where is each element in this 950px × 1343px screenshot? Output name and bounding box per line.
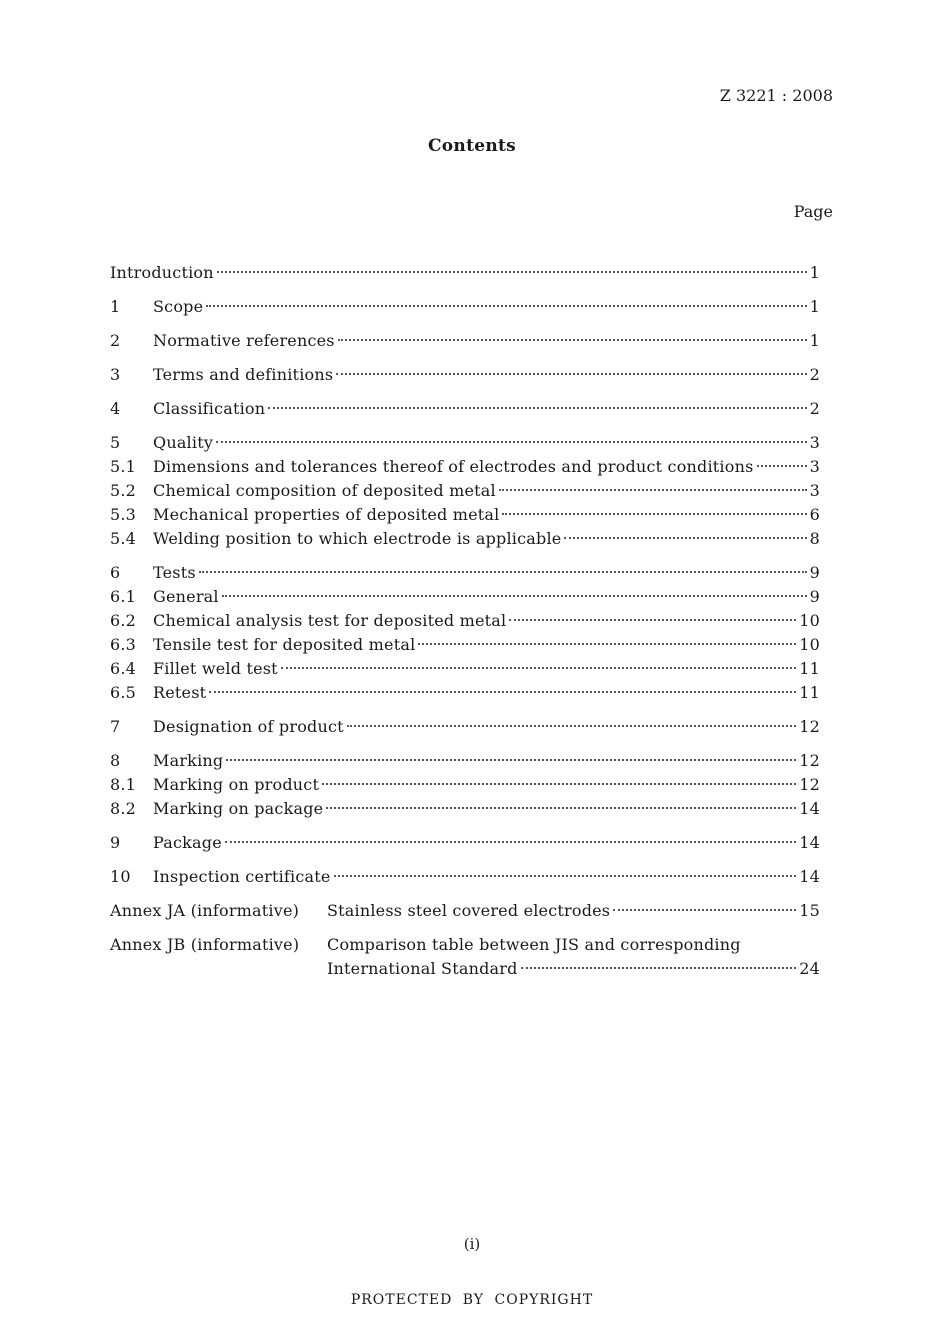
leader-dots [206, 305, 806, 307]
toc-entry-9[interactable] [110, 833, 820, 855]
toc-entry-page: 11 [799, 659, 820, 678]
toc-entry-number: 7 [110, 717, 121, 736]
toc-entry-page: 3 [809, 433, 820, 452]
toc-entry-5-3[interactable] [110, 505, 820, 527]
copyright-notice: PROTECTED BY COPYRIGHT [350, 1292, 594, 1308]
page-title: Contents [427, 136, 517, 156]
toc-entry-page: 14 [799, 799, 820, 818]
toc-entry-page: 12 [799, 751, 820, 770]
toc-entry-page: 1 [809, 331, 820, 350]
annex-label: Annex JB (informative) [110, 935, 300, 954]
toc-entry-page: 14 [799, 867, 820, 886]
toc-entry-title: Scope [153, 297, 204, 316]
toc-entry-number: 5.2 [110, 481, 137, 500]
leader-dots [336, 373, 806, 375]
toc-entry-number: 10 [110, 867, 131, 886]
toc-entry-title: Marking on package [153, 799, 324, 818]
toc-entry-8-1[interactable] [110, 775, 820, 797]
leader-dots [338, 339, 807, 341]
toc-annex-ja[interactable] [110, 901, 820, 923]
toc-entry-number: 5.4 [110, 529, 137, 548]
leader-dots [613, 909, 796, 911]
toc-entry-title: Terms and definitions [153, 365, 334, 384]
toc-entry-5[interactable] [110, 433, 820, 455]
toc-entry-introduction[interactable] [110, 263, 820, 285]
toc-entry-title: Dimensions and tolerances thereof of electrodes and product conditions [153, 457, 754, 476]
toc-entry-3[interactable] [110, 365, 820, 387]
toc-entry-title: General [153, 587, 219, 606]
toc-entry-number: 5.3 [110, 505, 137, 524]
toc-entry-5-2[interactable] [110, 481, 820, 503]
toc-entry-page: 15 [799, 901, 820, 920]
toc-entry-number: 6.2 [110, 611, 137, 630]
toc-entry-title: Fillet weld test [153, 659, 278, 678]
toc-entry-6-3[interactable] [110, 635, 820, 657]
toc-annex-jb[interactable] [110, 935, 820, 957]
toc-entry-number: 6.3 [110, 635, 137, 654]
toc-entry-number: 6.4 [110, 659, 137, 678]
leader-dots [418, 643, 796, 645]
toc-entry-number: 1 [110, 297, 121, 316]
toc-entry-page: 3 [809, 481, 820, 500]
toc-entry-title: Package [153, 833, 222, 852]
toc-entry-page: 24 [799, 959, 820, 978]
toc-entry-page: 12 [799, 775, 820, 794]
leader-dots [199, 571, 807, 573]
toc-entry-title: Comparison table between JIS and corresponding [327, 935, 741, 954]
toc-entry-8[interactable] [110, 751, 820, 773]
toc-entry-page: 10 [799, 635, 820, 654]
leader-dots [217, 271, 807, 273]
toc-entry-page: 1 [809, 297, 820, 316]
toc-entry-page: 1 [809, 263, 820, 282]
toc-entry-page: 2 [809, 365, 820, 384]
leader-dots [499, 489, 807, 491]
leader-dots [347, 725, 796, 727]
toc-entry-number: 2 [110, 331, 121, 350]
toc-entry-page: 2 [809, 399, 820, 418]
toc-entry-title: Normative references [153, 331, 335, 350]
toc-entry-title: Mechanical properties of deposited metal [153, 505, 500, 524]
toc-entry-number: 3 [110, 365, 121, 384]
toc-annex-jb-continued[interactable] [110, 959, 820, 981]
toc-entry-6-4[interactable] [110, 659, 820, 681]
toc-entry-title: Classification [153, 399, 266, 418]
leader-dots [268, 407, 806, 409]
footer-page-number: (i) [463, 1235, 481, 1253]
toc-entry-page: 9 [809, 563, 820, 582]
toc-entry-6-5[interactable] [110, 683, 820, 705]
toc-entry-title: Welding position to which electrode is applicable [153, 529, 562, 548]
toc-entry-title: Tests [153, 563, 196, 582]
leader-dots [225, 841, 796, 843]
toc-entry-6[interactable] [110, 563, 820, 585]
toc-entry-number: 9 [110, 833, 121, 852]
toc-entry-2[interactable] [110, 331, 820, 353]
toc-entry-page: 9 [809, 587, 820, 606]
toc-entry-5-4[interactable] [110, 529, 820, 551]
toc-entry-title: Inspection certificate [153, 867, 331, 886]
leader-dots [226, 759, 796, 761]
toc-entry-title: Designation of product [153, 717, 344, 736]
leader-dots [334, 875, 797, 877]
toc-entry-number: 6 [110, 563, 121, 582]
toc-entry-page: 14 [799, 833, 820, 852]
toc-entry-title: Chemical analysis test for deposited metal [153, 611, 507, 630]
toc-entry-title: Retest [153, 683, 207, 702]
toc-entry-page: 10 [799, 611, 820, 630]
toc-entry-title: Stainless steel covered electrodes [327, 901, 611, 920]
leader-dots [564, 537, 806, 539]
toc-entry-title: Marking [153, 751, 224, 770]
leader-dots [209, 691, 796, 693]
leader-dots [222, 595, 807, 597]
leader-dots [521, 967, 797, 969]
toc-entry-number: 4 [110, 399, 121, 418]
toc-entry-10[interactable] [110, 867, 820, 889]
leader-dots [757, 465, 807, 467]
page-column-label: Page [793, 202, 833, 221]
annex-label: Annex JA (informative) [110, 901, 300, 920]
toc-entry-1[interactable] [110, 297, 820, 319]
toc-entry-4[interactable] [110, 399, 820, 421]
leader-dots [326, 807, 796, 809]
toc-entry-page: 8 [809, 529, 820, 548]
leader-dots [502, 513, 806, 515]
toc-entry-number: 8.1 [110, 775, 137, 794]
toc-entry-6-2[interactable] [110, 611, 820, 633]
toc-entry-number: 8 [110, 751, 121, 770]
toc-entry-number: 5.1 [110, 457, 137, 476]
toc-entry-title-continued: International Standard [327, 959, 518, 978]
toc-entry-6-1[interactable] [110, 587, 820, 609]
table-of-contents [110, 0, 820, 1000]
toc-entry-number: 6.5 [110, 683, 137, 702]
leader-dots [509, 619, 796, 621]
toc-entry-title: Tensile test for deposited metal [153, 635, 416, 654]
leader-dots [322, 783, 796, 785]
toc-entry-8-2[interactable] [110, 799, 820, 821]
toc-entry-title: Quality [153, 433, 214, 452]
toc-entry-7[interactable] [110, 717, 820, 739]
toc-entry-page: 6 [809, 505, 820, 524]
toc-entry-5-1[interactable] [110, 457, 820, 479]
leader-dots [216, 441, 807, 443]
toc-entry-page: 11 [799, 683, 820, 702]
toc-entry-page: 12 [799, 717, 820, 736]
toc-entry-page: 3 [809, 457, 820, 476]
toc-entry-title: Marking on product [153, 775, 320, 794]
toc-entry-number: 8.2 [110, 799, 137, 818]
document-code: Z 3221 : 2008 [719, 86, 833, 105]
toc-entry-title: Introduction [110, 263, 214, 282]
toc-entry-title: Chemical composition of deposited metal [153, 481, 496, 500]
toc-entry-number: 5 [110, 433, 121, 452]
leader-dots [281, 667, 796, 669]
toc-entry-number: 6.1 [110, 587, 137, 606]
